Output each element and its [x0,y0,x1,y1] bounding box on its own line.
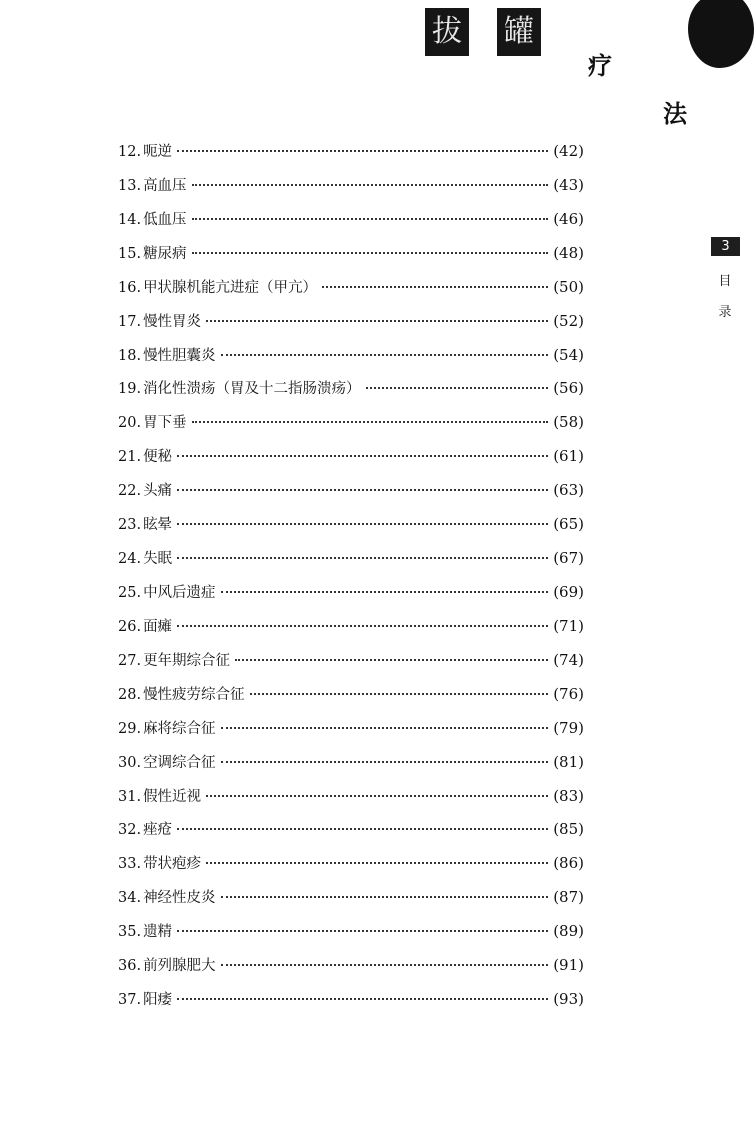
toc-entry[interactable] [118,920,584,954]
toc-entry-page: (50) [553,277,584,296]
toc-dot-leader [177,522,548,525]
toc-entry-page: (61) [553,447,584,466]
toc-entry-page: (65) [553,515,584,534]
toc-entry-number: 28. [118,686,142,703]
toc-entry-number: 21. [118,449,142,466]
toc-dot-leader [177,149,548,152]
header-title-char-1: 拔 [425,8,469,56]
toc-entry-page: (91) [553,956,584,975]
toc-entry[interactable] [118,717,584,751]
toc-entry-title: 痤疮 [143,822,173,839]
toc-entry-title: 低血压 [143,211,187,228]
toc-entry-number: 19. [118,381,142,398]
toc-entry-title: 中风后遗症 [143,584,216,601]
toc-entry[interactable] [118,581,584,615]
toc-entry-page: (85) [553,820,584,839]
toc-entry[interactable] [118,988,584,1022]
toc-entry[interactable] [118,649,584,683]
toc-entry-number: 34. [118,890,142,907]
toc-entry-title: 遗精 [143,924,173,941]
toc-dot-leader [235,658,548,661]
toc-dot-leader [177,929,548,932]
toc-entry-number: 20. [118,415,142,432]
toc-entry[interactable] [118,377,584,411]
toc-entry[interactable] [118,785,584,819]
side-label-char-1: 目 [718,274,732,289]
toc-entry-title: 慢性胆囊炎 [143,347,216,364]
toc-entry-number: 22. [118,483,142,500]
toc-entry-number: 32. [118,822,142,839]
toc-entry-title: 便秘 [143,449,173,466]
header-title-char-2: 罐 [497,8,541,56]
toc-entry[interactable] [118,683,584,717]
toc-entry-title: 呃逆 [143,144,173,160]
toc-entry-title: 空调综合征 [143,754,216,771]
toc-entry-number: 13. [118,177,142,194]
toc-entry[interactable] [118,615,584,649]
toc-dot-leader [221,895,549,898]
toc-entry-title: 慢性疲劳综合征 [143,686,245,703]
toc-dot-leader [221,963,549,966]
toc-dot-leader [177,827,548,830]
toc-entry-page: (58) [553,413,584,432]
toc-entry-title: 头痛 [143,483,173,500]
toc-entry[interactable] [118,818,584,852]
toc-entry-page: (76) [553,684,584,703]
toc-entry-number: 24. [118,551,142,568]
toc-entry[interactable] [118,954,584,988]
toc-entry[interactable] [118,344,584,378]
table-of-contents [118,140,584,1022]
toc-entry-number: 18. [118,347,142,364]
toc-entry-number: 17. [118,313,142,330]
toc-entry-title: 慢性胃炎 [143,313,202,330]
toc-entry-page: (71) [553,616,584,635]
toc-dot-leader [177,556,548,559]
toc-dot-leader [221,353,549,356]
toc-entry-title: 胃下垂 [143,415,187,432]
toc-entry-title: 甲状腺机能亢进症（甲亢） [143,279,318,296]
toc-dot-leader [221,590,549,593]
toc-dot-leader [206,861,548,864]
toc-dot-leader [192,420,549,423]
toc-entry[interactable] [118,886,584,920]
toc-entry-number: 36. [118,958,142,975]
toc-dot-leader [177,454,548,457]
toc-dot-leader [192,217,549,220]
toc-entry-title: 阳痿 [143,992,173,1009]
toc-entry-title: 带状疱疹 [143,856,202,873]
toc-entry[interactable] [118,242,584,276]
toc-dot-leader [250,692,549,695]
toc-entry-number: 37. [118,992,142,1009]
toc-dot-leader [206,794,548,797]
toc-entry-number: 35. [118,924,142,941]
toc-entry-page: (93) [553,990,584,1009]
toc-dot-leader [221,760,549,763]
toc-entry-page: (56) [553,379,584,398]
header-title-char-4: 法 [663,100,687,128]
toc-entry-page: (63) [553,481,584,500]
page-number-tab: 3 [711,237,740,256]
toc-entry-number: 25. [118,584,142,601]
toc-entry-page: (48) [553,243,584,262]
toc-entry[interactable] [118,479,584,513]
decorative-cup-graphic [688,0,754,68]
toc-dot-leader [177,624,548,627]
toc-entry-number: 16. [118,279,142,296]
toc-entry-number: 31. [118,788,142,805]
toc-dot-leader [221,726,549,729]
toc-dot-leader [322,285,548,288]
toc-entry-page: (87) [553,888,584,907]
toc-entry-title: 消化性溃疡（胃及十二指肠溃疡） [143,381,361,398]
toc-entry-number: 27. [118,652,142,669]
toc-entry[interactable] [118,310,584,344]
side-label-char-2: 录 [718,305,732,320]
toc-entry-title: 前列腺肥大 [143,958,216,975]
toc-entry-page: (67) [553,549,584,568]
toc-entry-page: (79) [553,718,584,737]
toc-entry-page: (46) [553,209,584,228]
toc-dot-leader [206,319,548,322]
toc-entry[interactable] [118,547,584,581]
toc-entry[interactable] [118,445,584,479]
toc-entry-number: 33. [118,856,142,873]
toc-entry[interactable] [118,852,584,886]
toc-entry-page: (86) [553,854,584,873]
toc-dot-leader [177,997,548,1000]
toc-entry-page: (81) [553,752,584,771]
toc-entry-page: (43) [553,175,584,194]
toc-entry-page: (89) [553,922,584,941]
toc-dot-leader [177,488,548,491]
toc-entry-title: 失眠 [143,551,173,568]
toc-entry-page: (69) [553,582,584,601]
toc-entry-number: 15. [118,245,142,262]
header-title-char-3: 疗 [588,52,612,80]
toc-entry[interactable] [118,411,584,445]
toc-entry-title: 眩晕 [143,517,173,534]
toc-entry-number: 12. [118,144,142,160]
toc-dot-leader [192,251,549,254]
toc-entry[interactable] [118,513,584,547]
toc-entry-title: 更年期综合征 [143,652,231,669]
toc-entry[interactable] [118,140,584,174]
toc-entry[interactable] [118,208,584,242]
toc-entry-title: 麻将综合征 [143,720,216,737]
toc-entry-title: 糖尿病 [143,245,187,262]
toc-entry-title: 高血压 [143,177,187,194]
toc-dot-leader [192,183,549,186]
toc-entry[interactable] [118,751,584,785]
toc-entry-page: (54) [553,345,584,364]
toc-entry[interactable] [118,174,584,208]
toc-entry-number: 23. [118,517,142,534]
toc-entry-title: 神经性皮炎 [143,890,216,907]
toc-entry-page: (83) [553,786,584,805]
toc-entry-number: 26. [118,618,142,635]
toc-entry[interactable] [118,276,584,310]
toc-entry-page: (52) [553,311,584,330]
toc-entry-page: (42) [553,142,584,160]
toc-entry-number: 30. [118,754,142,771]
toc-entry-title: 面瘫 [143,618,173,635]
toc-entry-title: 假性近视 [143,788,202,805]
toc-dot-leader [366,386,549,389]
toc-entry-number: 14. [118,211,142,228]
toc-entry-page: (74) [553,650,584,669]
toc-entry-number: 29. [118,720,142,737]
